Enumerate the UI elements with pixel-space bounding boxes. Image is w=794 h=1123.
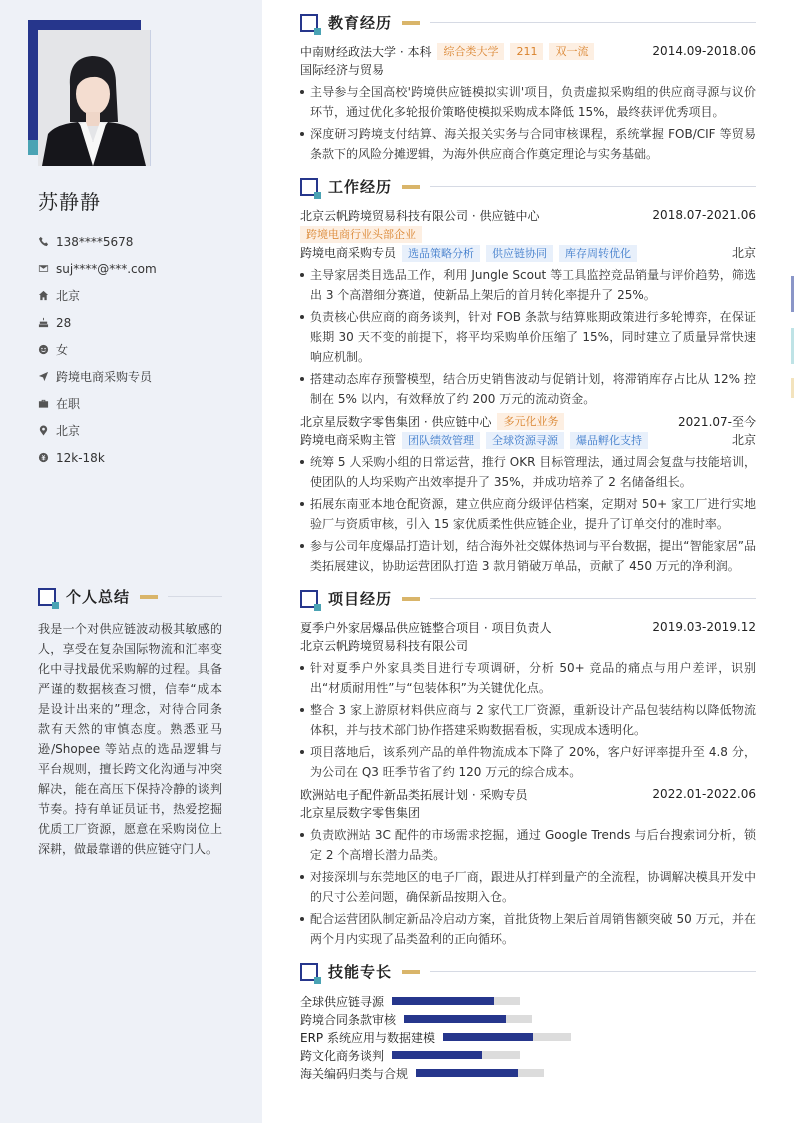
sidebar xyxy=(0,0,262,1123)
section-divider xyxy=(430,598,756,599)
contact-info xyxy=(38,228,248,471)
section-gold-bar xyxy=(402,185,420,189)
skill-item xyxy=(300,1046,520,1064)
section-divider xyxy=(430,971,756,972)
skill-bar xyxy=(392,997,520,1005)
status-value: 在职 xyxy=(56,397,81,411)
work-heading xyxy=(300,176,756,197)
phone-icon xyxy=(38,236,49,247)
send-icon xyxy=(38,371,49,382)
photo-accent xyxy=(28,140,38,155)
list-item: 主导参与全国高校'跨境供应链模拟实训'项目，负责虚拟采购组的供应商寻源与议价环节，通过优化多轮报价策略使模拟采购成本降低 15%，最终获评优秀项目。 xyxy=(300,82,756,122)
school-tag: 双一流 xyxy=(549,43,594,60)
gender-value: 女 xyxy=(56,343,69,357)
school-tag: 综合类大学 xyxy=(437,43,504,60)
cake-icon xyxy=(38,317,49,328)
role-row xyxy=(300,244,756,263)
project-name: 欧洲站电子配件新品类拓展计划 · 采购专员 xyxy=(300,787,528,802)
role-title: 跨境电商采购主管 xyxy=(300,433,397,447)
info-salary xyxy=(38,444,248,471)
location-pin-icon xyxy=(38,425,49,436)
location-value: 北京 xyxy=(56,424,81,438)
briefcase-icon xyxy=(38,398,49,409)
education-section xyxy=(300,12,756,164)
project-bullets xyxy=(300,658,756,782)
home-icon xyxy=(38,290,49,301)
project-org xyxy=(300,804,756,823)
skill-name: 跨文化商务谈判 xyxy=(300,1048,385,1063)
skill-bar xyxy=(416,1069,544,1077)
industry-row xyxy=(300,225,756,244)
skill-bar xyxy=(392,1051,520,1059)
project-date: 2019.03-2019.12 xyxy=(652,620,756,634)
role-tag: 库存周转优化 xyxy=(559,245,637,262)
education-heading xyxy=(300,12,756,33)
info-phone xyxy=(38,228,248,255)
company-name: 北京星辰数字零售集团 · 供应链中心 xyxy=(300,414,492,429)
list-item: 深度研习跨境支付结算、海关报关实务与合同审核课程，系统掌握 FOB/CIF 等贸易条款下的风险分摊逻辑，为海外供应商合作奠定理论与实务基础。 xyxy=(300,124,756,164)
info-home xyxy=(38,282,248,309)
skill-bar-fill xyxy=(416,1069,518,1077)
section-gold-bar xyxy=(402,970,420,974)
skill-bar xyxy=(443,1033,571,1041)
section-divider xyxy=(430,186,756,187)
company-tag: 多元化业务 xyxy=(497,413,564,430)
info-gender xyxy=(38,336,248,363)
info-position xyxy=(38,363,248,390)
education-bullets xyxy=(300,82,756,164)
section-gold-bar xyxy=(402,21,420,25)
education-date: 2014.09-2018.06 xyxy=(652,44,756,58)
position-value: 跨境电商采购专员 xyxy=(56,370,153,384)
project-org-text: 北京星辰数字零售集团 xyxy=(300,806,421,820)
project-org xyxy=(300,637,756,656)
education-major xyxy=(300,61,756,80)
info-status xyxy=(38,390,248,417)
school-name: 中南财经政法大学 · 本科 xyxy=(300,44,432,59)
role-tag: 选品策略分析 xyxy=(402,245,480,262)
skill-name: 跨境合同条款审核 xyxy=(300,1012,397,1027)
main-content xyxy=(300,12,756,1094)
list-item: 参与公司年度爆品打造计划，结合海外社交媒体热词与平台数据，提出“智能家居”品类拓展建议，协助运营团队打造 3 款月销破万单品，贡献了 450 万元的净利润。 xyxy=(300,536,756,576)
skill-name: 海关编码归类与合规 xyxy=(300,1066,409,1081)
summary-title: 个人总结 xyxy=(66,588,131,606)
project-date: 2022.01-2022.06 xyxy=(652,787,756,801)
skills-list xyxy=(300,992,756,1082)
role-row xyxy=(300,431,756,450)
job-bullets xyxy=(300,265,756,409)
list-item: 负责核心供应商的商务谈判，针对 FOB 条款与结算账期政策进行多轮博弈，在保证账期 30 天不变的前提下，将平均采购单价压缩了 15%，同时建立了质量异常快速响应机制。 xyxy=(300,307,756,367)
phone-value: 138****5678 xyxy=(56,234,134,249)
list-item: 项目落地后，该系列产品的单件物流成本下降了 20%，客户好评率提升至 4.8 分，为公司在 Q3 旺季节省了约 120 万元的综合成本。 xyxy=(300,742,756,782)
section-gold-bar xyxy=(402,597,420,601)
skill-name: ERP 系统应用与数据建模 xyxy=(300,1030,435,1045)
summary-text: 我是一个对供应链波动极其敏感的人，享受在复杂国际物流和汇率变化中寻找最优采购解的过程。具备严谨的数据核查习惯，信奉“成本是设计出来的”理念，对待合同条款有天然的审慎态度。熟悉亚马逊/Shopee 等站点的选品逻辑与平台规则，擅长跨文化沟通与冲突解决，能在高压下保持冷静的谈判节奏。持有单证员证书，热爱挖掘优质工厂资源，愿意在采购岗位上深耕，做最靠谱的供应链守门人。 xyxy=(38,622,222,856)
list-item: 配合运营团队制定新品冷启动方案，首批货物上架后首周销售额突破 50 万元，并在两个月内实现了品类盈利的正向循环。 xyxy=(300,909,756,949)
major-text: 国际经济与贸易 xyxy=(300,63,385,77)
summary-section xyxy=(38,586,222,859)
projects-heading xyxy=(300,588,756,609)
skills-section xyxy=(300,961,756,1082)
industry-tag: 跨境电商行业头部企业 xyxy=(300,226,422,243)
list-item: 统筹 5 人采购小组的日常运营，推行 OKR 目标管理法，通过周会复盘与技能培训，使团队的人均采购产出效率提升了 35%，并成功培养了 2 名储备组长。 xyxy=(300,452,756,492)
skills-heading xyxy=(300,961,756,982)
job-date: 2021.07-至今 xyxy=(678,414,756,429)
section-square-icon xyxy=(38,588,56,606)
skill-name: 全球供应链寻源 xyxy=(300,994,385,1009)
list-item: 负责欧洲站 3C 配件的市场需求挖掘，通过 Google Trends 与后台搜索词分析，锁定 2 个高增长潜力品类。 xyxy=(300,825,756,865)
section-square-icon xyxy=(300,590,318,608)
info-age xyxy=(38,309,248,336)
list-item: 对接深圳与东莞地区的电子厂商，跟进从打样到量产的全流程，协调解决模具开发中的尺寸公差问题，确保新品按期入仓。 xyxy=(300,867,756,907)
email-icon xyxy=(38,263,49,274)
role-tag: 团队绩效管理 xyxy=(402,432,480,449)
work-section xyxy=(300,176,756,576)
projects-title: 项目经历 xyxy=(328,590,393,608)
skill-bar xyxy=(404,1015,532,1023)
role-tag: 供应链协同 xyxy=(486,245,553,262)
list-item: 搭建动态库存预警模型，结合历史销售波动与促销计划，将滞销库存占比从 12% 控制在 5% 以内，有效释放了约 200 万元的流动资金。 xyxy=(300,369,756,409)
home-value: 北京 xyxy=(56,289,81,303)
list-item: 针对夏季户外家具类目进行专项调研，分析 50+ 竞品的痛点与用户差评，识别出“材质耐用性”与“包装体积”为关键优化点。 xyxy=(300,658,756,698)
age-value: 28 xyxy=(56,315,72,330)
project-name: 夏季户外家居爆品供应链整合项目 · 项目负责人 xyxy=(300,620,552,635)
company-name: 北京云帆跨境贸易科技有限公司 · 供应链中心 xyxy=(300,208,540,223)
gender-icon xyxy=(38,344,49,355)
skill-bar-fill xyxy=(404,1015,506,1023)
job-entry-head xyxy=(300,411,756,431)
skill-bar-fill xyxy=(392,1051,482,1059)
salary-value: 12k-18k xyxy=(56,450,105,465)
salary-icon xyxy=(38,452,49,463)
skill-item xyxy=(300,992,520,1010)
info-email xyxy=(38,255,248,282)
project-bullets xyxy=(300,825,756,949)
summary-heading xyxy=(38,586,222,607)
project-entry-head xyxy=(300,784,756,804)
job-city: 北京 xyxy=(731,246,756,260)
school-tag: 211 xyxy=(510,43,543,60)
project-org-text: 北京云帆跨境贸易科技有限公司 xyxy=(300,639,469,653)
section-square-icon xyxy=(300,178,318,196)
email-value: suj****@***.com xyxy=(56,261,157,276)
job-bullets xyxy=(300,452,756,576)
projects-section xyxy=(300,588,756,949)
skill-bar-fill xyxy=(392,997,494,1005)
education-title: 教育经历 xyxy=(328,14,393,32)
section-gold-bar xyxy=(140,595,158,599)
education-entry-head xyxy=(300,41,756,61)
skill-item xyxy=(300,1064,544,1082)
section-divider xyxy=(168,596,222,597)
profile-name: 苏静静 xyxy=(38,190,101,214)
section-square-icon xyxy=(300,963,318,981)
role-tag: 爆品孵化支持 xyxy=(570,432,648,449)
project-entry-head xyxy=(300,617,756,637)
skill-item xyxy=(300,1028,571,1046)
job-city: 北京 xyxy=(731,433,756,447)
job-entry-head xyxy=(300,205,756,225)
role-title: 跨境电商采购专员 xyxy=(300,246,397,260)
skill-bar-fill xyxy=(443,1033,533,1041)
info-location xyxy=(38,417,248,444)
skills-title: 技能专长 xyxy=(328,963,393,981)
avatar xyxy=(38,30,150,166)
skill-item xyxy=(300,1010,532,1028)
section-divider xyxy=(430,22,756,23)
work-title: 工作经历 xyxy=(328,178,393,196)
job-date: 2018.07-2021.06 xyxy=(652,208,756,222)
list-item: 拓展东南亚本地仓配资源，建立供应商分级评估档案，定期对 50+ 家工厂进行实地验厂与资质审核，引入 15 家优质柔性供应链企业，提升了订单交付的准时率。 xyxy=(300,494,756,534)
section-square-icon xyxy=(300,14,318,32)
role-tag: 全球资源寻源 xyxy=(486,432,564,449)
list-item: 主导家居类目选品工作，利用 Jungle Scout 等工具监控竞品销量与评价趋势，筛选出 3 个高潜细分赛道，使新品上架后的首月转化率提升了 25%。 xyxy=(300,265,756,305)
list-item: 整合 3 家上游原材料供应商与 2 家代工厂资源，重新设计产品包装结构以降低物流体积，并与技术部门协作搭建采购数据看板，实现成本透明化。 xyxy=(300,700,756,740)
